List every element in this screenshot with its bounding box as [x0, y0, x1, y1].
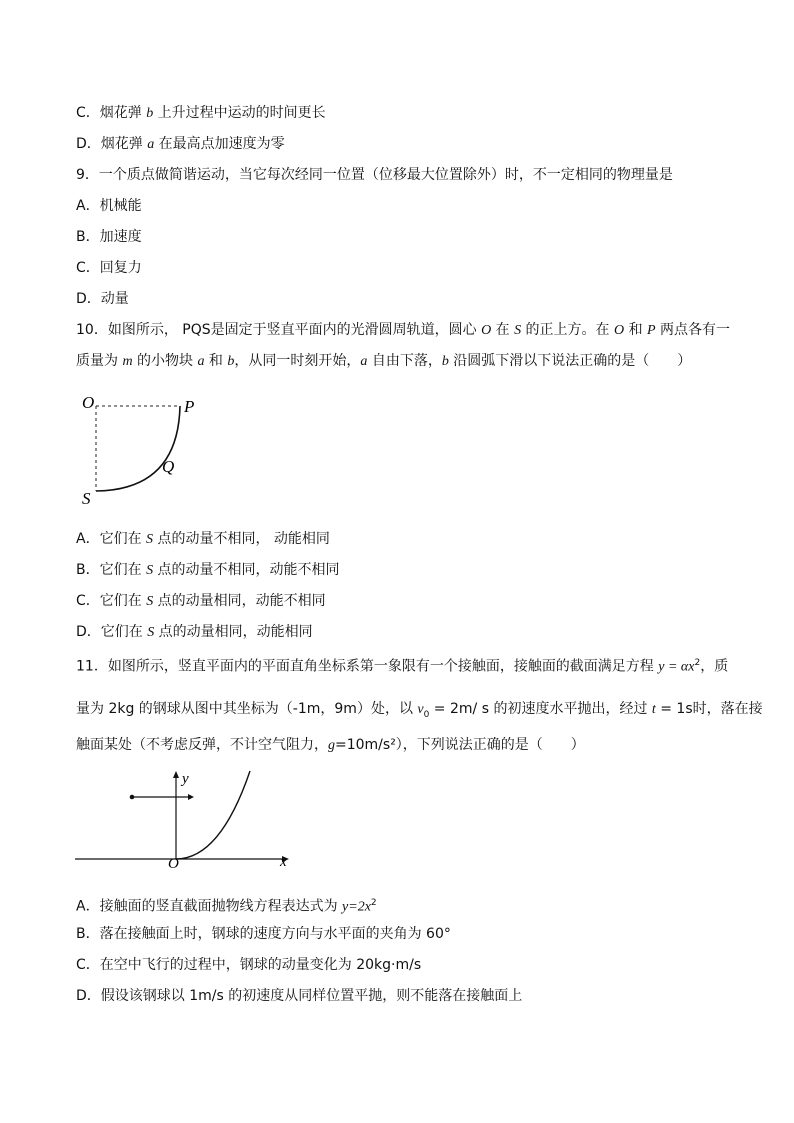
- q10-option-c: C．它们在 S 点的动量相同，动能不相同: [76, 593, 326, 609]
- q11-label-x: x: [280, 854, 287, 870]
- q9-stem: 9．一个质点做简谐运动，当它每次经同一位置（位移最大位置除外）时，不一定相同的物理量是: [76, 167, 673, 183]
- q11-option-d: D．假设该钢球以 1m/s 的初速度从同样位置平抛，则不能落在接触面上: [76, 988, 523, 1004]
- q11-stem-line2: 量为 2kg 的钢球从图中其坐标为（-1m，9m）处，以 $v_0 = 2m/$ s 的初速度水平抛出，经过 t = 1s时，落在接: [76, 701, 763, 720]
- q10-stem-line2: 质量为 m 的小物块 a 和 b，从同一时刻开始，a 自由下落，b 沿圆弧下滑以下说法正确的是（ ）: [76, 353, 692, 369]
- q10-track-figure: [76, 390, 206, 510]
- q8-option-c: C．烟花弹 b 上升过程中运动的时间更长: [76, 105, 326, 121]
- q11-stem-line3: 触面某处（不考虑反弹，不计空气阻力，g=10m/s²），下列说法正确的是（ ）: [76, 737, 585, 753]
- q11-option-b: B．落在接触面上时，钢球的速度方向与水平面的夹角为 60°: [76, 926, 451, 942]
- q11-velocity-arrow: [188, 794, 194, 800]
- q10-label-s: S: [82, 489, 91, 508]
- q10-stem-line1: 10．如图所示， PQS是固定于竖直平面内的光滑圆周轨道，圆心 O 在 S 的正上方。在 O 和 P 两点各有一: [76, 322, 731, 338]
- q11-option-a: A．接触面的竖直截面抛物线方程表达式为 $y=2x^2$: [76, 898, 377, 915]
- q11-y-arrow: [173, 771, 179, 778]
- q10-option-b: B．它们在 S 点的动量不相同，动能不相同: [76, 562, 340, 578]
- q11-stem-line1: 11．如图所示，竖直平面内的平面直角坐标系第一象限有一个接触面，接触面的截面满足方程 $y = \alpha x^2$，质: [76, 658, 729, 675]
- q11-option-c: C．在空中飞行的过程中，钢球的动量变化为 20kg·m/s: [76, 957, 422, 973]
- q10-label-q: Q: [162, 457, 175, 476]
- q10-label-o: O: [82, 393, 95, 412]
- q10-option-d: D．它们在 S 点的动量相同，动能相同: [76, 624, 313, 640]
- q10-label-p: P: [184, 397, 195, 416]
- q11-steel-ball: [130, 795, 135, 800]
- q11-coordinate-figure: [70, 768, 295, 870]
- q11-label-o: O: [168, 856, 179, 870]
- q8-option-d: D．烟花弹 a 在最高点加速度为零: [76, 136, 285, 152]
- q10-option-a: A．它们在 S 点的动量不相同， 动能相同: [76, 531, 330, 547]
- q11-label-y: y: [182, 771, 189, 787]
- q9-option-a: A．机械能: [76, 198, 142, 214]
- q9-option-c: C．回复力: [76, 260, 142, 276]
- q10-arc-track: [96, 406, 180, 491]
- q9-option-d: D．动量: [76, 291, 129, 307]
- q9-option-b: B．加速度: [76, 229, 142, 245]
